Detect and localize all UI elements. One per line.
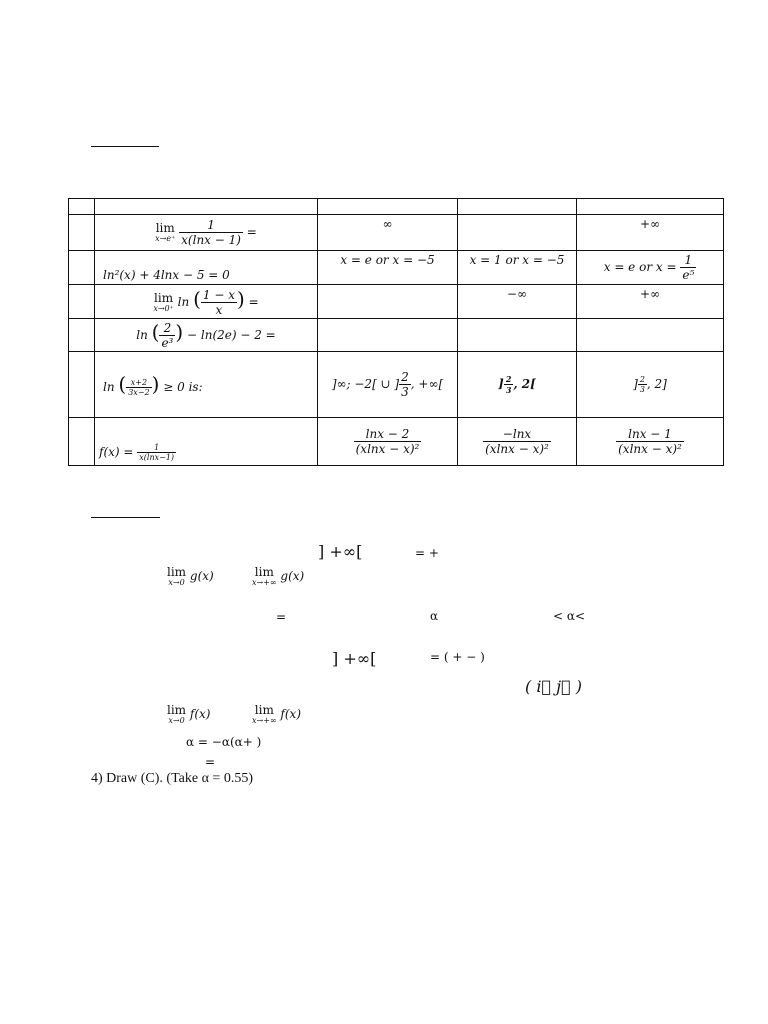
limit-f-at-0: lim x→0 f(x) xyxy=(167,703,211,725)
question-cell: ln ( $\frac{x+2}{3x-2}$ ) ≥ 0 is: xyxy=(95,352,318,418)
answer-c: x = e or x = $\frac{1}{\text{e⁵}}$ xyxy=(577,251,724,285)
question-cell: ln²(x) + 4lnx − 5 = 0 xyxy=(95,251,318,285)
alpha-equation: α = −α(α+ ) xyxy=(186,735,262,749)
alpha-symbol: α xyxy=(430,609,439,623)
answer-b: $\frac{-\ln x}{\text{(xlnx − x)²}}$ xyxy=(458,418,577,466)
answer-c: +∞ xyxy=(577,285,724,319)
answer-c: $\frac{\ln x - 1}{\text{(xlnx − x)²}}$ xyxy=(577,418,724,466)
answer-b: ] $\frac{2}{3}$ , 2[ xyxy=(458,352,577,418)
header-cell xyxy=(318,199,458,215)
row-number-cell xyxy=(69,285,95,319)
answer-a: ∞ xyxy=(318,215,458,251)
header-cell xyxy=(577,199,724,215)
interval-1: ] +∞[ xyxy=(318,542,363,561)
row-number-cell xyxy=(69,251,95,285)
table-row xyxy=(69,352,724,418)
header-cell xyxy=(458,199,577,215)
mcq-table xyxy=(68,198,724,466)
interval-2: ] +∞[ xyxy=(332,649,377,668)
answer-c: ] $\frac{2}{3}$ , 2] xyxy=(577,352,724,418)
row-number-cell xyxy=(69,319,95,352)
answer-a: ]∞; −2[ ∪ ] $\frac{2}{3}$ , +∞[ xyxy=(318,352,458,418)
answer-a xyxy=(318,319,458,352)
limit-g-at-0: lim x→0 g(x) xyxy=(167,565,214,587)
equation-2: = xyxy=(276,610,287,624)
table-row xyxy=(69,418,724,466)
row-number-cell xyxy=(69,418,95,466)
question-cell: lim x→0⁺ ln ( $\frac{1 - x}{x}$ ) = xyxy=(95,285,318,319)
answer-a xyxy=(318,285,458,319)
equation-1: = + xyxy=(415,546,439,560)
limit-f-at-infinity: lim x→+∞ f(x) xyxy=(252,703,301,725)
row-number-cell xyxy=(69,215,95,251)
answer-b xyxy=(458,319,577,352)
question-cell: f(x) = $\frac{1}{x(\ln x-1)}$ xyxy=(95,418,318,466)
title-underline xyxy=(91,146,159,147)
table-row xyxy=(69,319,724,352)
equation-4: = xyxy=(205,755,216,769)
answer-c: +∞ xyxy=(577,215,724,251)
alpha-inequality: < α< xyxy=(553,609,586,623)
table-row xyxy=(69,251,724,285)
answer-b: −∞ xyxy=(458,285,577,319)
section-underline xyxy=(91,517,160,518)
answer-b: x = 1 or x = −5 xyxy=(458,251,577,285)
answer-a: $\frac{\ln x - 2}{\text{(xlnx − x)²}}$ xyxy=(318,418,458,466)
answer-b xyxy=(458,215,577,251)
table-row xyxy=(69,285,724,319)
equation-3: = ( + − ) xyxy=(430,650,485,664)
answer-c xyxy=(577,319,724,352)
header-cell xyxy=(69,199,95,215)
question-cell: lim x→e⁺ $\frac{1}{x(\ln x - 1)}$ = xyxy=(95,215,318,251)
limit-g-at-infinity: lim x→+∞ g(x) xyxy=(252,565,305,587)
table-header-row xyxy=(69,199,724,215)
basis-vectors: ( i⃗ j⃗ ) xyxy=(525,677,583,696)
answer-a: x = e or x = −5 xyxy=(318,251,458,285)
question-cell: ln ( $\frac{2}{\text{e³}}$ ) − ln(2e) − 2 = xyxy=(95,319,318,352)
table-row xyxy=(69,215,724,251)
header-cell xyxy=(95,199,318,215)
row-number-cell xyxy=(69,352,95,418)
question-4-text: 4) Draw (C). (Take α = 0.55) xyxy=(91,771,253,786)
